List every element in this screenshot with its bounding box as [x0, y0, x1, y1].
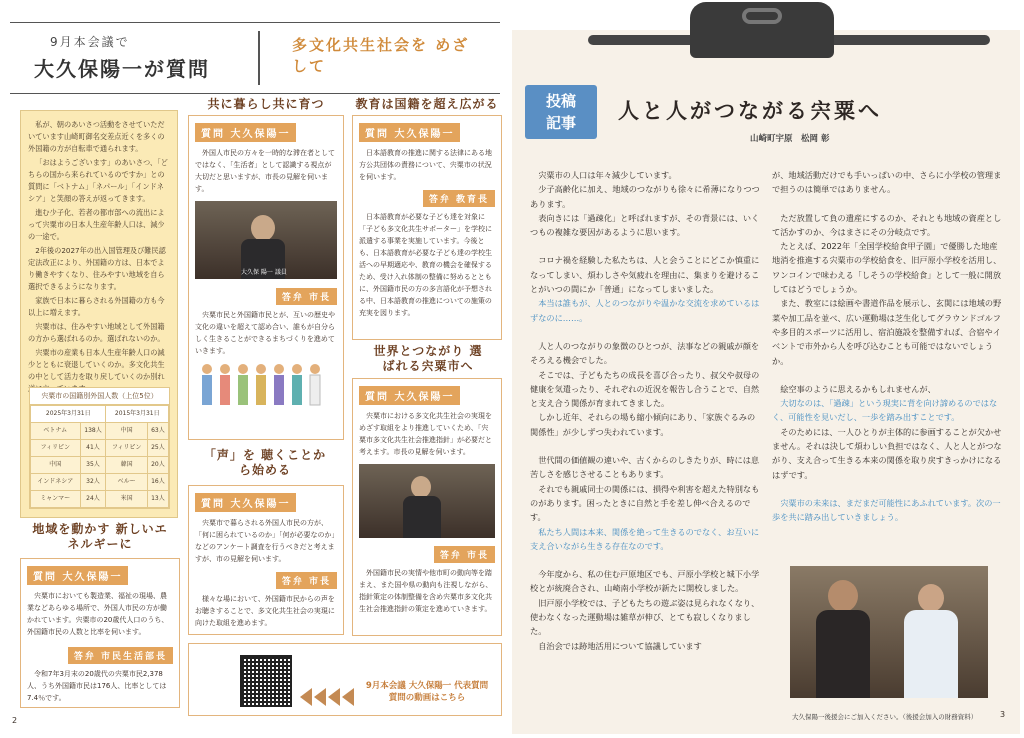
answer-label: 答弁 教育長	[423, 190, 495, 207]
arrow-icons	[300, 688, 356, 710]
intro-para: 「おはようございます」のあいさつ、「どちらの国から来られているのですか」との質問に「ベトナム」「ネパール」「インドネシア」と笑顔の答えが返ってきます。	[28, 158, 168, 203]
article-paragraph: 少子高齢化に加え、地域のつながりも徐々に希薄になりつつあります。	[530, 184, 760, 209]
council-photo	[359, 464, 495, 538]
article-paragraph: 宍粟市の未来は、まだまだ可能性にあふれています。次の一歩を共に踏み出していきましょう。	[772, 497, 1001, 523]
article-paragraph: 世代間の価値観の違いや、古くからのしきたりが、時には息苦しさを感じさせることもあります。	[530, 455, 760, 480]
together-heading: 共に暮らし共に育つ	[207, 97, 325, 111]
question-label: 質問 大久保陽一	[195, 123, 296, 142]
article-paragraph: 宍粟市の人口は年々減少しています。	[538, 170, 677, 180]
article-paragraph: 今年度から、私の住む戸原地区でも、戸原小学校と城下小学校とが統廃合され、山崎南小学校が新たに開校しました。	[530, 569, 760, 594]
photo-caption: 大久保陽一後援会にご加入ください。（後援会加入の財務資料）	[792, 713, 978, 721]
question-label: 質問 大久保陽一	[27, 566, 128, 585]
intro-para: 2年後の2027年の出入国管理及び難民認定法改正により、外国籍の方は、日本でより働きやすくなり、住みやすい地域を自ら選択できるようになります。	[28, 246, 166, 291]
table-row: 中国 35人 韓国 20人	[31, 457, 169, 474]
question-label: 質問 大久保陽一	[359, 123, 460, 142]
article-paragraph: 私たち人間は本来、関係を絶って生きるのでなく、お互いに支え合いながら生きる存在なのです。	[530, 526, 760, 551]
energy-heading: 地域を動かす 新しいエネルギーに	[32, 522, 168, 551]
article-photo	[790, 566, 988, 698]
video-link[interactable]: 9月本会議 大久保陽一 代表質問質問の動画はこちら	[365, 681, 489, 703]
intro-para: 宍粟市は、住みやすい地域として外国籍の方から選ばれるのか。選ばれないのか。	[28, 322, 165, 343]
article-title: 人と人がつながる宍粟へ	[618, 99, 882, 123]
intro-para: 宍粟市の産業も日本人生産年齢人口の減少とともに衰退していくのか。多文化共生の中として活力を取り戻していくのか別れ	[28, 348, 165, 381]
education-heading: 教育は国籍を超え広がる	[355, 97, 499, 111]
answer-label: 答弁 市長	[434, 546, 495, 563]
article-author: 山崎町宇原 松岡 彰	[750, 134, 830, 144]
intro-para: 進む少子化、若者の都市部への流出によって宍粟市の日本人生産年齢人口は、減少の一途で。	[28, 208, 165, 241]
intro-para: 家族で日本に暮らされる外国籍の方も今以上に増えます。	[28, 296, 165, 317]
nationality-table	[29, 387, 170, 509]
answer-label: 答弁 市民生活部長	[68, 647, 173, 664]
article-paragraph: 本当は誰もが、人とのつながりや温かな交流を求めているはずなのに……。	[530, 298, 760, 323]
intro-para: 私が、朝のあいさつ活動をさせていただいています山崎町御名交差点近くを多くの外国籍の方が自転車で通られます。	[28, 120, 165, 153]
question-label: 質問 大久保陽一	[195, 493, 296, 512]
article-paragraph: コロナ禍を経験した私たちは、人と会うことにどこか慎重になってしまい、煩わしさや気疲れを理由に、集まりを避けることがいつの間にか「普通」になってしまいました。	[530, 255, 760, 295]
article-column-1	[530, 168, 762, 653]
article-paragraph: また、教室には絵画や書道作品を展示し、玄関には地域の野菜や加工品を並べ、広い運動場は芝生化してグラウンドゴルフや多目的スポーツに活用し、宿泊施設を整備すれば、合宿やイベントで市外から人を呼び込むことも可能ではないでしょうか。	[772, 298, 1002, 366]
article-paragraph: そのためには、一人ひとりが主体的に参画することが欠かせません。それは決して煩わしい負担ではなく、人と人とがつながり、支え合って生きる本来の関係を取り戻すきっかけになるはずです。	[772, 426, 1002, 480]
council-photo	[195, 201, 337, 279]
answer-text: 様々な場において、外国籍市民からの声をお聴きすることで、多文化共生社会の実現に向けた取組を進めます。	[195, 595, 335, 627]
education-box	[352, 115, 502, 340]
question-text: 外国人市民の方々を一時的な滞在者としてではなく、「生活者」として認識する視点が大切だと思いますが、市長の見解を伺います。	[195, 149, 335, 193]
article-paragraph: 旧戸原小学校では、子どもたちの遊ぶ姿は見られなくなり、使わなくなった運動場は雑草が伸び、とても寂しくなりました。	[530, 597, 760, 637]
voice-heading: 「声」を 聴くことから始める	[203, 448, 327, 477]
people-illustration	[195, 359, 335, 409]
header-title: 大久保陽一が質問	[34, 57, 210, 81]
header-banner	[10, 22, 500, 94]
table-row: ミャンマー 24人 米国 13人	[31, 491, 169, 508]
question-label: 質問 大久保陽一	[359, 386, 460, 405]
photo-caption: 大久保 陽一 議員	[241, 269, 287, 276]
header-line1: 9月本会議で	[50, 35, 130, 49]
header-divider	[258, 31, 260, 85]
table-row: インドネシア 32人 ベルー 16人	[31, 474, 169, 491]
answer-text: 令和7年3月末の20歳代の宍粟市民2,378人、うち外国籍市民は176人、比率としては7.4％です。	[27, 670, 167, 702]
qr-code[interactable]	[240, 655, 292, 707]
energy-box	[20, 558, 180, 708]
world-heading: 世界とつながり 選ばれる宍粟市へ	[373, 344, 483, 373]
together-box	[188, 115, 344, 440]
table-title: 宍粟市の国籍別外国人数（上位5位）	[30, 388, 169, 405]
world-box	[352, 378, 502, 636]
answer-text: 宍粟市民と外国籍市民とが、互いの歴史や文化の違いを超えて認め合い、誰もが自分らしく生きることができるまちづくりを進めていきます。	[195, 311, 335, 355]
table-head: 2025年3月31日	[31, 406, 106, 423]
question-text: 宍粟市における多文化共生社会の実現をめざす取組をより推進していくため、「宍粟市多文化共生社会推進指針」が必要だと考えます。市長の見解を伺います。	[359, 412, 492, 456]
answer-text: 外国籍市民の実情や他市町の動向等を踏まえ、また国や県の動向も注視しながら、指針策定の体制整備を含め宍粟市多文化共生社会推進指針の策定を進めていきます。	[359, 569, 493, 613]
article-paragraph: 大切なのは、「過疎」という現実に背を向け諦めるのではなく、可能性を見いだし、一歩を踏み出すことです。	[772, 398, 998, 423]
article-paragraph: それでも親戚同士の関係には、損得や利害を超えた特別なものがあります。困ったときに自然と手を差し伸べ合えるのです。	[530, 483, 760, 523]
table-row: ベトナム 138人 中国 63人	[31, 423, 169, 440]
question-text: 日本語教育の推進に関する法律にある地方公共団体の責務について、宍粟市の状況を伺います。	[359, 149, 492, 181]
table-row: フィリピン 41人 フィリピン 25人	[31, 440, 169, 457]
article-paragraph: が、地域活動だけでも手いっぱいの中、さらに小学校の管理まで担うのは簡単ではありません。	[772, 170, 1002, 195]
article-badge: 投稿記事	[525, 85, 597, 139]
article-paragraph: 人と人のつながりの象徴のひとつが、法事などの親戚が顔をそろえる機会でした。	[530, 340, 760, 366]
article-paragraph: 絵空事のように思えるかもしれませんが、	[780, 383, 936, 394]
voice-box	[188, 485, 344, 635]
article-paragraph: しかし近年、それらの場も縮小傾向にあり、「家族ぐるみの関係性」が少しずつ失われています。	[530, 412, 756, 437]
table-head: 2015年3月31日	[106, 406, 169, 423]
clipboard-ring	[742, 8, 782, 24]
page-number-left: 2	[12, 716, 18, 725]
article-column-2	[772, 168, 1004, 525]
answer-label: 答弁 市長	[276, 572, 337, 589]
article-paragraph: 自治会では跡地活用について協議しています	[538, 640, 702, 651]
article-paragraph: 表向きには「過疎化」と呼ばれますが、その背景には、いくつもの複雑な要因があるように思います。	[530, 212, 760, 238]
header-theme: 多文化共生社会を めざして	[292, 36, 470, 75]
article-paragraph: ただ放置して負の遺産にするのか、それとも地域の資産として活かすのか、今はまさにその分岐点です。	[772, 212, 1002, 237]
article-paragraph: そこでは、子どもたちの成長を喜び合ったり、叔父や叔母の健康を気遣ったり、それぞれの近況を報告し合うことで、自然と支え合う関係が育まれてきました。	[530, 369, 760, 409]
question-text: 宍粟市においても製造業、福祉の現場、農業などあらゆる場所で、外国人市民の方が働かれています。宍粟市の20歳代人口のうち、外国籍市民の人数と比率を伺います。	[27, 592, 169, 636]
article-paragraph: たとえば、2022年「全国学校給食甲子園」で優勝した地産地消を推進する宍粟市の学校給食を、旧戸原小学校を活用し、ワンコインで味わえる「しそうの学校給食」として一般に開放してはどうでしょうか。	[772, 241, 1002, 295]
intro-panel	[20, 110, 178, 518]
answer-text: 日本語教育が必要な子ども達を対象に「子ども多文化共生サポーター」を学校に派遣する事業を実施しています。今後とも、日本語教育が必要な子ども達の学校生活への早期適応や、教育の機会を確保するため、受け入れ体制の整備に努めるとともに、外国籍市民の方の多言語化が予想される中、日本語教育の推進についての施策の充実を図ります。	[359, 213, 492, 317]
question-text: 宍粟市で暮らされる外国人市民の方が、「何に困られているのか」「何が必要なのか」などのアンケート調査を行うべきだと考えますが、市の見解を伺います。	[195, 519, 335, 563]
page-number-right: 3	[1000, 710, 1006, 719]
answer-label: 答弁 市長	[276, 288, 337, 305]
